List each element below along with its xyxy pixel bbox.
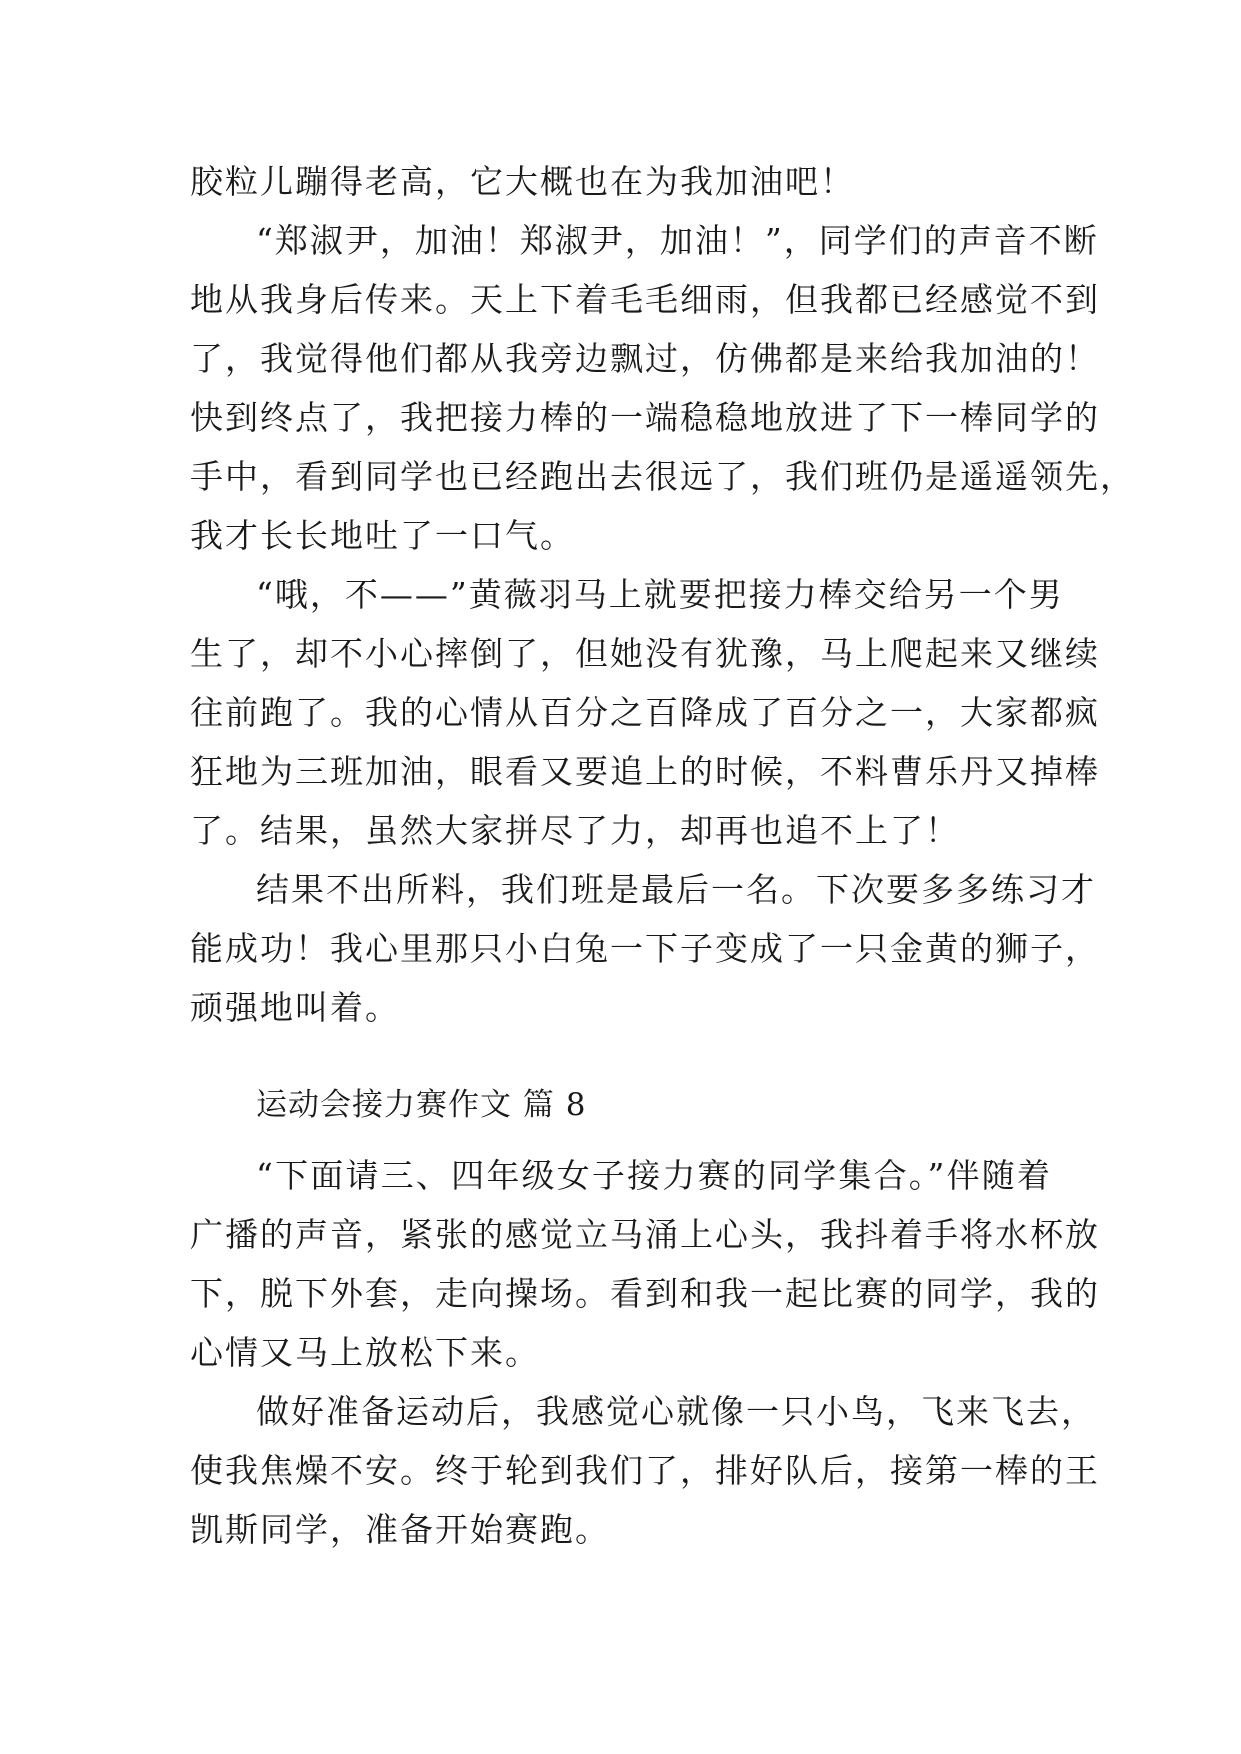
- paragraph-line: 做好准备运动后，我感觉心就像一只小鸟，飞来飞去，: [256, 1392, 1096, 1431]
- paragraph-line: 了。结果，虽然大家拼尽了力，却再也追不上了！: [190, 811, 960, 850]
- paragraph-line: 广播的声音，紧张的感觉立马涌上心头，我抖着手将水杯放: [190, 1215, 1100, 1254]
- paragraph-line: “下面请三、四年级女子接力赛的同学集合。”伴随着: [256, 1156, 1052, 1195]
- paragraph-line: 使我焦燥不安。终于轮到我们了，排好队后，接第一棒的王: [190, 1451, 1100, 1490]
- paragraph-line: 了，我觉得他们都从我旁边飘过，仿佛都是来给我加油的！: [190, 339, 1100, 378]
- paragraph-line: 我才长长地吐了一口气。: [190, 516, 575, 555]
- paragraph-line: “郑淑尹，加油！郑淑尹，加油！”，同学们的声音不断: [256, 221, 1099, 260]
- paragraph-line: 胶粒儿蹦得老高，它大概也在为我加油吧！: [190, 162, 855, 201]
- paragraph-line: 生了，却不小心摔倒了，但她没有犹豫，马上爬起来又继续: [190, 634, 1100, 673]
- paragraph-line: 狂地为三班加油，眼看又要追上的时候，不料曹乐丹又掉棒: [190, 752, 1100, 791]
- essay-body-part-1: [190, 152, 1135, 1037]
- essay-body-part-2: [190, 1146, 1100, 1559]
- paragraph-line: 能成功！我心里那只小白兔一下子变成了一只金黄的狮子，: [190, 929, 1100, 968]
- paragraph-line: 顽强地叫着。: [190, 988, 400, 1027]
- paragraph-line: 凯斯同学，准备开始赛跑。: [190, 1510, 610, 1549]
- paragraph-line: 快到终点了，我把接力棒的一端稳稳地放进了下一棒同学的: [190, 398, 1100, 437]
- paragraph-line: 下，脱下外套，走向操场。看到和我一起比赛的同学，我的: [190, 1274, 1100, 1313]
- paragraph-line: 结果不出所料，我们班是最后一名。下次要多多练习才: [256, 870, 1096, 909]
- paragraph-line: 手中，看到同学也已经跑出去很远了，我们班仍是遥遥领先，: [190, 457, 1135, 496]
- paragraph-line: “哦，不——”黄薇羽马上就要把接力棒交给另一个男: [256, 575, 1064, 614]
- paragraph-line: 地从我身后传来。天上下着毛毛细雨，但我都已经感觉不到: [190, 280, 1100, 319]
- section-heading: 运动会接力赛作文 篇 8: [256, 1087, 587, 1123]
- paragraph-line: 心情又马上放松下来。: [190, 1333, 540, 1372]
- paragraph-line: 往前跑了。我的心情从百分之百降成了百分之一，大家都疯: [190, 693, 1100, 732]
